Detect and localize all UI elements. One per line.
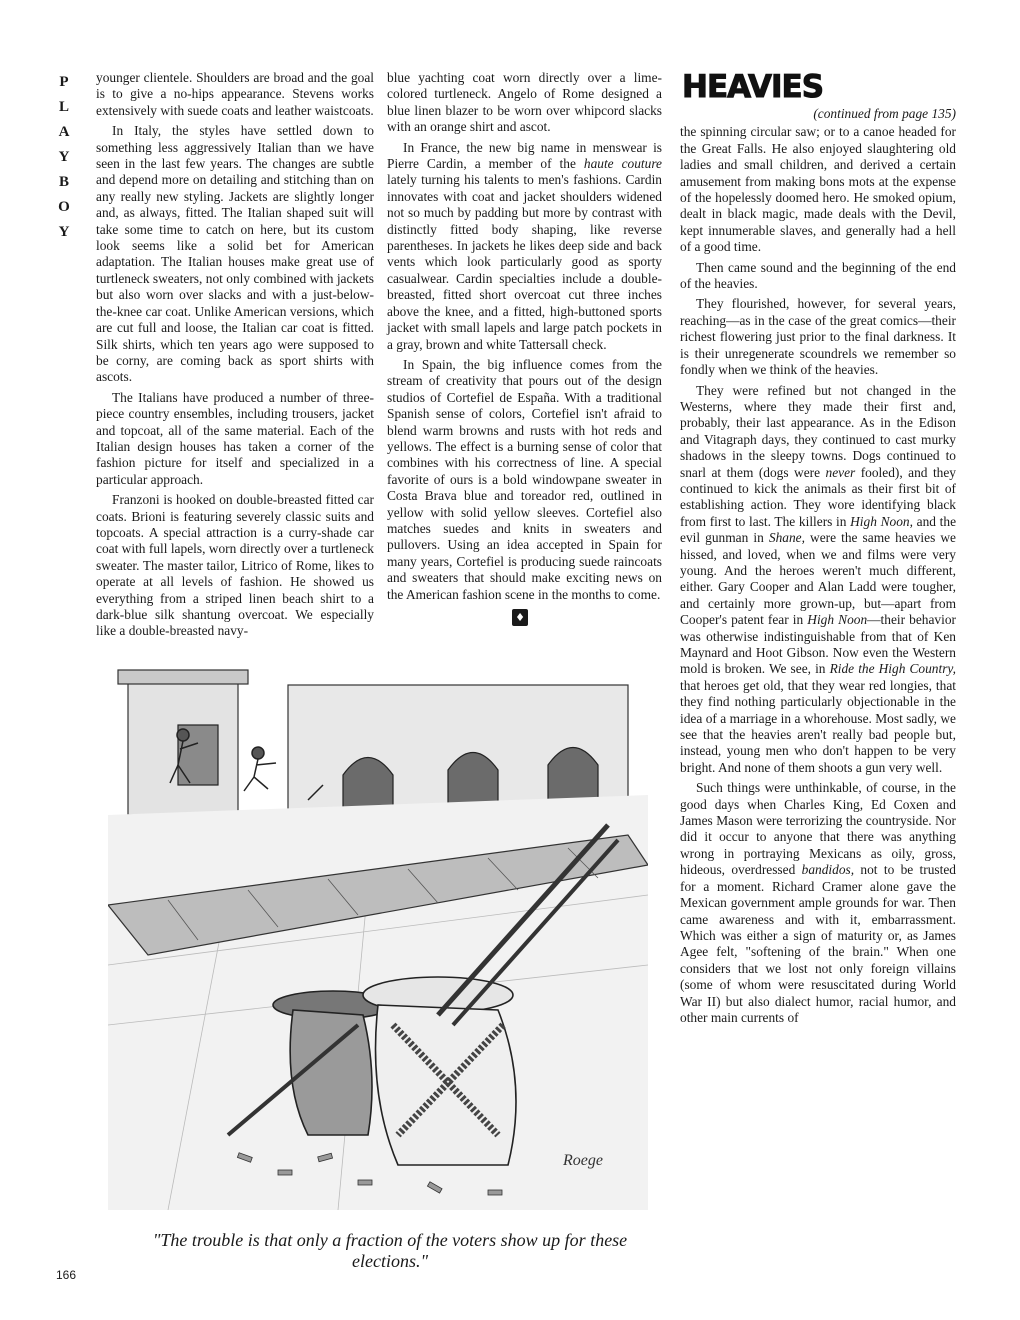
page-number: 166 (56, 1268, 77, 1282)
column-left (96, 70, 374, 644)
column-middle (387, 70, 662, 626)
paragraph: the spinning circular saw; or to a canoe headed for the Great Falls. He also enjoyed slaughtering old ladies and small children, and derived a certain amusement from making bons mots at the expense of the hopelessly doomed hero. He smoked opium, dealt in black magic, made deals with the Devil, kept innumerable slaves, and generally had a hell of a good time. (680, 124, 956, 255)
cartoon-caption: "The trouble is that only a fraction of the voters show up for these elections." (152, 1230, 628, 1271)
paragraph: Then came sound and the beginning of the end of the heavies. (680, 259, 956, 292)
paragraph: They flourished, however, for several years, reaching—as in the case of the great comics—their richest flowering just prior to the final darkness. It is their unregenerate scoundrels we remember so fondly when we think of the heavies. (680, 296, 956, 378)
paragraph: In Italy, the styles have settled down to something less aggressively Italian than we have seen in the last few years. The changes are subtle and depend more on detailing and stitching than on any really new styling. Jackets are slightly longer and, as always, fitted. The Italian shaped suit will take some time to catch on here, but its custom look seems like a solid bet for American adaptation. The Italian houses make great use of turtleneck sweaters, not only combined with jackets but also worn over slacks and with a just-below-the-knee car coat. Unlike American versions, which are cut full and loose, the Italian car coat is fitted. Silk shirts, which ten years ago were supposed to be corny, are coming back as sport shirts with ascots. (96, 123, 374, 385)
paragraph: In Spain, the big influence comes from the stream of creativity that pours out of the design studios of Cortefiel de España. With a traditional Spanish sense of colors, Cortefiel isn't afraid to blend warm browns and rusts with hot reds and yellows. The effect is a burning sense of color that combines with his correctness of line. A special favorite of ours is a bold windowpane sweater in Costa Brava blue and toreador red, outlined in yellow with solid yellow sleeves. Cortefiel also matches suedes and knits in sweaters and pullovers. Using an idea accepted in Spain for many years, Cortefiel is producing suede raincoats and sweaters that should make exciting news on the American fashion scene in the months to come. (387, 356, 662, 602)
paragraph: Such things were unthinkable, of course, in the good days when Charles King, Ed Coxen and James Mason were terrorizing the countryside. Nor did it occur to anyone that there was anything wrong in portraying Mexicans as oily, gross, hideous, overdressed bandidos, not to be trusted for a moment. Richard Cramer alone gave the Mexican government ample grounds for war. Then came awareness and with it, embarrassment. Which was either a sign of maturity or, as James Agee felt, "softening of the brain." When one considers that we lost not only foreign villains (some of whom were resuscitated during World War II) but also dialect humor, racial humor, and other main currents of (680, 780, 956, 1025)
paragraph: younger clientele. Shoulders are broad and the goal is to give a no-hips appearance. Stevens works extensively with suede coats and leather waistcoats. (96, 70, 374, 118)
article-title: HEAVIES (682, 69, 824, 105)
cartoon-signature: Roege (563, 1152, 603, 1169)
magazine-label: P L A Y B O Y (58, 74, 74, 240)
paragraph: The Italians have produced a number of three-piece country ensembles, including trousers, jacket and topcoat, all of the same material. Each of the Italian design houses has taken a corner of the fashion picture for itself and specialized in a particular approach. (96, 389, 374, 487)
paragraph: They were refined but not changed in the Westerns, where they made their first and, probably, their last appearance. As in the Edison and Vitagraph days, they continued to cast murky shadows in the sleepy towns. Dogs continued to snarl at them (dogs were never fooled), and they continued to kick the animals as their first bit of establishing action. They wore identifying black from first to last. The killers in High Noon, and the evil gunman in Shane, were the same heavies we hissed, and loved, when we and films were very young. And the heroes weren't much different, either. Gary Cooper and Alan Ladd were tougher, and certainly more grown-up, but—apart from Cooper's patent fear in High Noon—their behavior was otherwise indistinguishable from that of Ken Maynard and Hoot Gibson. Now even the Western mold is broken. We see, in Ride the High Country, that heroes get old, that they wear red longies, that they find nothing particularly objectionable in the idea of a marriage in a whorehouse. Most sadly, we see that the heavies aren't really bad people but, instead, young men who don't happen to be very bright. And none of them shoots a gun very well. (680, 382, 957, 775)
paragraph: In France, the new big name in menswear is Pierre Cardin, a member of the haute couture lately turning his talents to men's fashions. Cardin innovates with coat and jacket shoulders widened not so much by padding but more by contrast with distinctly fitted body shaping, like reverse parentheses. In jackets he likes deep side and back vents which look particularly good as sporty casualwear. Cardin specialties include a double-breasted, fitted short overcoat cut three inches above the knee, and a fitted, high-buttoned sports jacket with small lapels and large patch pockets in a gray, brown and white Tattersall check. (387, 139, 662, 352)
continued-note: (continued from page 135) (813, 106, 956, 121)
column-right (680, 69, 957, 1030)
paragraph: Franzoni is hooked on double-breasted fitted car coats. Brioni is featuring severely classic suits and topcoats. A special attraction is a curry-shade car coat with full lapels, worn directly over a turtleneck sweater. The master tailor, Litrico of Rome, likes to operate at all levels of fashion. He showed us everything from a striped linen beach shirt to a dark-blue silk shantung overcoat. We especially like a double-breasted navy- (96, 492, 374, 639)
playboy-bunny-icon: ♦ (512, 609, 528, 626)
paragraph: blue yachting coat worn directly over a lime-colored turtleneck. Angelo of Rome designed a blue linen blazer to be worn over whipcord slacks with an orange shirt and ascot. (387, 70, 662, 135)
cartoon-illustration (108, 665, 648, 1210)
